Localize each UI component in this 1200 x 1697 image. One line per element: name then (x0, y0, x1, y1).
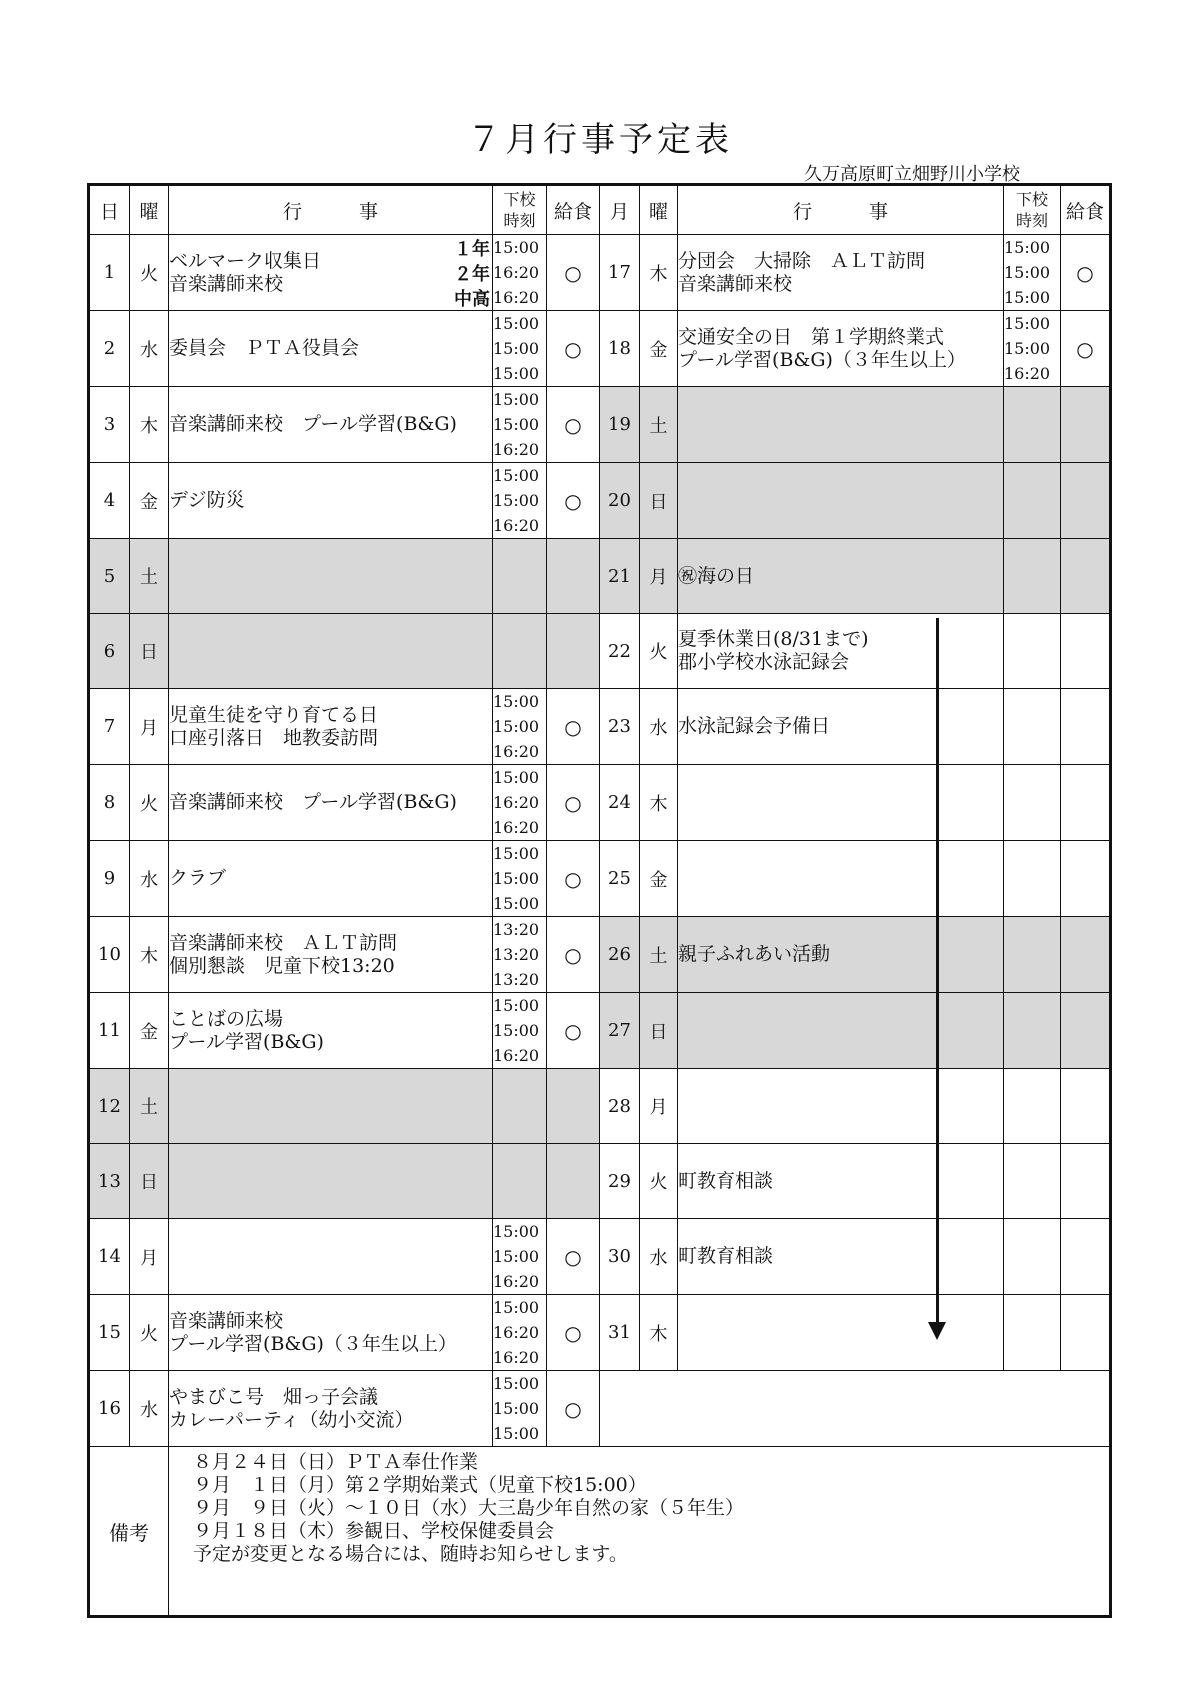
lunch-mark: ○ (547, 387, 600, 463)
dismissal-time: 15:00 (493, 1222, 540, 1241)
header-weekday-right: 曜 (640, 185, 678, 235)
day-number: 3 (89, 387, 130, 463)
lunch-mark: ○ (547, 1295, 600, 1371)
lunch-mark (1061, 765, 1111, 841)
dismissal-time: 15:00 (493, 692, 540, 711)
weekday: 月 (130, 1219, 169, 1295)
events-text: 音楽講師来校 プール学習(B&G) (169, 791, 457, 813)
events-cell (169, 993, 493, 1069)
events-text: ㊗海の日 (678, 564, 755, 587)
weekday: 火 (130, 765, 169, 841)
dismissal-times (1004, 1144, 1061, 1219)
weekday: 火 (640, 614, 678, 689)
dismissal-time: 16:20 (493, 440, 540, 459)
dismissal-times (493, 689, 547, 765)
lunch-mark: ○ (547, 463, 600, 539)
weekday: 土 (640, 917, 678, 993)
header-dismissal: 下校 時刻 (493, 185, 547, 235)
weekday: 木 (640, 1295, 678, 1371)
events-cell (169, 1069, 493, 1144)
lunch-mark: ○ (547, 689, 600, 765)
dismissal-time: 15:00 (493, 844, 540, 863)
events-text: 児童生徒を守り育てる日 口座引落日 地教委訪問 (169, 703, 379, 749)
dismissal-time: 16:20 (493, 1323, 540, 1342)
notes-label: 備考 (89, 1447, 169, 1617)
events-cell (169, 387, 493, 463)
dismissal-time: 16:20 (493, 742, 540, 761)
day-number: 4 (89, 463, 130, 539)
weekday: 火 (130, 1295, 169, 1371)
day-number: 25 (600, 841, 640, 917)
weekday: 日 (640, 463, 678, 539)
schedule-row (89, 841, 1111, 917)
lunch-mark (1061, 993, 1111, 1069)
dismissal-time: 15:00 (493, 339, 540, 358)
events-text: やまびこ号 畑っ子会議 カレーパーティ（幼小交流） (169, 1385, 414, 1431)
dismissal-times (493, 463, 547, 539)
events-cell (169, 689, 493, 765)
events-cell (169, 235, 493, 311)
lunch-mark (1061, 539, 1111, 614)
lunch-mark (1061, 1069, 1111, 1144)
grade-annotation (454, 237, 490, 312)
lunch-mark (1061, 614, 1111, 689)
dismissal-times (1004, 841, 1061, 917)
dismissal-time: 15:00 (493, 1021, 540, 1040)
events-cell (678, 917, 1004, 993)
header-lunch: 給食 (547, 185, 600, 235)
dismissal-times (493, 1371, 547, 1447)
weekday: 木 (640, 765, 678, 841)
dismissal-time: 16:20 (493, 516, 540, 535)
events-cell (169, 841, 493, 917)
grade-label: １年 (454, 239, 490, 260)
weekday: 水 (130, 311, 169, 387)
dismissal-times (493, 1219, 547, 1295)
note-line: ９月 ９日（火）～１０日（水）大三島少年自然の家（５年生） (193, 1497, 745, 1519)
dismissal-time: 16:20 (1004, 364, 1051, 383)
empty-cell (600, 1371, 1111, 1447)
day-number: 17 (600, 235, 640, 311)
grade-label: 中高 (454, 289, 490, 310)
events-text: 親子ふれあい活動 (678, 943, 831, 965)
dismissal-times (493, 1144, 547, 1219)
day-number: 6 (89, 614, 130, 689)
events-text: デジ防災 (169, 489, 245, 511)
lunch-mark (1061, 1144, 1111, 1219)
dismissal-times (1004, 917, 1061, 993)
weekday: 水 (640, 689, 678, 765)
schedule-row (89, 765, 1111, 841)
day-number: 23 (600, 689, 640, 765)
dismissal-time: 15:00 (493, 1247, 540, 1266)
dismissal-time: 13:20 (493, 920, 540, 939)
dismissal-time: 15:00 (1004, 288, 1051, 307)
weekday: 月 (130, 689, 169, 765)
day-number: 26 (600, 917, 640, 993)
lunch-mark: ○ (547, 1371, 600, 1447)
weekday: 月 (640, 539, 678, 614)
dismissal-time: 16:20 (493, 263, 540, 282)
schedule-row (89, 539, 1111, 614)
notes-row (89, 1447, 1111, 1617)
dismissal-times (1004, 311, 1061, 387)
day-number: 9 (89, 841, 130, 917)
weekday: 木 (130, 387, 169, 463)
lunch-mark: ○ (547, 841, 600, 917)
weekday: 土 (130, 539, 169, 614)
lunch-mark: ○ (547, 311, 600, 387)
events-text: ことばの広場 プール学習(B&G) (169, 1007, 324, 1053)
events-cell (169, 765, 493, 841)
weekday: 日 (130, 614, 169, 689)
day-number: 7 (89, 689, 130, 765)
weekday: 木 (640, 235, 678, 311)
lunch-mark (547, 614, 600, 689)
dismissal-times (1004, 235, 1061, 311)
events-cell (678, 387, 1004, 463)
weekday: 木 (130, 917, 169, 993)
header-dismissal-right: 下校 時刻 (1004, 185, 1061, 235)
day-number: 8 (89, 765, 130, 841)
lunch-mark (1061, 841, 1111, 917)
day-number: 20 (600, 463, 640, 539)
dismissal-time: 15:00 (493, 717, 540, 736)
dismissal-time: 15:00 (493, 768, 540, 787)
dismissal-times (1004, 1069, 1061, 1144)
events-cell (678, 765, 1004, 841)
weekday: 土 (640, 387, 678, 463)
dismissal-times (493, 1295, 547, 1371)
schedule-row (89, 614, 1111, 689)
events-text: 夏季休業日(8/31まで) 郡小学校水泳記録会 (678, 628, 869, 673)
weekday: 金 (130, 993, 169, 1069)
lunch-mark (1061, 1295, 1111, 1371)
dismissal-times (493, 917, 547, 993)
note-line: ９月 １日（月）第２学期始業式（児童下校15:00） (193, 1474, 647, 1496)
dismissal-time: 16:20 (493, 288, 540, 307)
dismissal-time: 16:20 (493, 793, 540, 812)
lunch-mark: ○ (547, 993, 600, 1069)
dismissal-time: 13:20 (493, 970, 540, 989)
weekday: 日 (130, 1144, 169, 1219)
day-number: 1 (89, 235, 130, 311)
lunch-mark: ○ (547, 1219, 600, 1295)
day-number: 28 (600, 1069, 640, 1144)
weekday: 月 (640, 1069, 678, 1144)
events-text: 水泳記録会予備日 (678, 715, 831, 737)
events-cell (678, 463, 1004, 539)
events-cell (169, 311, 493, 387)
day-number: 2 (89, 311, 130, 387)
day-number: 31 (600, 1295, 640, 1371)
day-number: 29 (600, 1144, 640, 1219)
weekday: 火 (640, 1144, 678, 1219)
dismissal-time: 15:00 (1004, 238, 1051, 257)
events-cell (169, 463, 493, 539)
dismissal-times (493, 539, 547, 614)
dismissal-times (493, 387, 547, 463)
arrow-down-icon (928, 1322, 946, 1340)
events-text: ベルマーク収集日 音楽講師来校 (169, 249, 322, 295)
events-cell (169, 1371, 493, 1447)
events-cell (678, 235, 1004, 311)
dismissal-time: 15:00 (493, 996, 540, 1015)
schedule-row (89, 1144, 1111, 1219)
events-cell (678, 539, 1004, 614)
dismissal-time: 16:20 (493, 1348, 540, 1367)
lunch-mark (547, 539, 600, 614)
day-number: 22 (600, 614, 640, 689)
events-cell (678, 689, 1004, 765)
schedule-row (89, 917, 1111, 993)
dismissal-times (493, 311, 547, 387)
dismissal-times (493, 765, 547, 841)
dismissal-time: 16:20 (493, 818, 540, 837)
header-row (89, 185, 1111, 235)
lunch-mark: ○ (1061, 235, 1111, 311)
grade-label: ２年 (454, 264, 490, 285)
schedule-row (89, 993, 1111, 1069)
dismissal-times (493, 1069, 547, 1144)
dismissal-times (493, 993, 547, 1069)
page-title: ７月行事予定表 (467, 120, 733, 160)
weekday: 金 (640, 311, 678, 387)
dismissal-times (1004, 539, 1061, 614)
day-number: 27 (600, 993, 640, 1069)
dismissal-times (1004, 614, 1061, 689)
lunch-mark: ○ (1061, 311, 1111, 387)
dismissal-time: 15:00 (493, 415, 540, 434)
dismissal-times (493, 841, 547, 917)
day-number: 14 (89, 1219, 130, 1295)
events-text: 交通安全の日 第１学期終業式 プール学習(B&G)（３年生以上） (678, 325, 966, 371)
events-cell (678, 1069, 1004, 1144)
lunch-mark (547, 1144, 600, 1219)
weekday: 火 (130, 235, 169, 311)
header-weekday: 曜 (130, 185, 169, 235)
header-day: 日 (89, 185, 130, 235)
dismissal-times (493, 235, 547, 311)
dismissal-times (1004, 689, 1061, 765)
day-number: 16 (89, 1371, 130, 1447)
summer-break-arrow (936, 618, 939, 1326)
events-cell (678, 311, 1004, 387)
events-text: クラブ (169, 867, 227, 889)
events-cell (169, 1295, 493, 1371)
events-text: 音楽講師来校 プール学習(B&G) (169, 413, 457, 435)
schedule-row (89, 1371, 1111, 1447)
weekday: 金 (130, 463, 169, 539)
events-cell (678, 614, 1004, 689)
events-cell (678, 1144, 1004, 1219)
day-number: 21 (600, 539, 640, 614)
weekday: 金 (640, 841, 678, 917)
schedule-row (89, 1069, 1111, 1144)
dismissal-times (1004, 387, 1061, 463)
schedule-row (89, 311, 1111, 387)
schedule-row (89, 235, 1111, 311)
schedule-row (89, 689, 1111, 765)
dismissal-time: 15:00 (1004, 314, 1051, 333)
note-line: ９月１８日（木）参観日、学校保健委員会 (193, 1520, 555, 1542)
lunch-mark (1061, 689, 1111, 765)
lunch-mark (547, 1069, 600, 1144)
note-line: ８月２４日（日）ＰＴＡ奉仕作業 (193, 1451, 479, 1473)
events-cell (169, 1219, 493, 1295)
schedule-row (89, 463, 1111, 539)
weekday: 水 (640, 1219, 678, 1295)
dismissal-time: 15:00 (1004, 263, 1051, 282)
dismissal-times (1004, 1295, 1061, 1371)
school-name: 久万高原町立畑野川小学校 (804, 164, 1020, 185)
lunch-mark (1061, 917, 1111, 993)
events-text: 町教育相談 (678, 1245, 774, 1267)
header-lunch-right: 給食 (1061, 185, 1111, 235)
dismissal-time: 15:00 (493, 466, 540, 485)
events-text: 委員会 ＰＴＡ役員会 (169, 337, 360, 359)
day-number: 12 (89, 1069, 130, 1144)
day-number: 18 (600, 311, 640, 387)
weekday: 土 (130, 1069, 169, 1144)
events-cell (169, 614, 493, 689)
day-number: 24 (600, 765, 640, 841)
dismissal-time: 15:00 (493, 894, 540, 913)
header-month-day: 月 (600, 185, 640, 235)
lunch-mark (1061, 387, 1111, 463)
events-text: 音楽講師来校 プール学習(B&G)（３年生以上） (169, 1309, 457, 1355)
dismissal-times (1004, 993, 1061, 1069)
dismissal-times (493, 614, 547, 689)
notes-body (169, 1447, 1111, 1617)
lunch-mark (1061, 463, 1111, 539)
dismissal-time: 15:00 (493, 1399, 540, 1418)
dismissal-times (1004, 463, 1061, 539)
day-number: 13 (89, 1144, 130, 1219)
weekday: 水 (130, 1371, 169, 1447)
dismissal-times (1004, 765, 1061, 841)
schedule-row (89, 1295, 1111, 1371)
events-cell (678, 993, 1004, 1069)
events-text: 音楽講師来校 ＡＬＴ訪問 個別懇談 児童下校13:20 (169, 931, 398, 977)
schedule-table (87, 183, 1112, 1618)
events-text: 分団会 大掃除 ＡＬＴ訪問 音楽講師来校 (678, 249, 926, 295)
dismissal-time: 15:00 (493, 314, 540, 333)
events-text: 町教育相談 (678, 1169, 774, 1192)
lunch-mark (1061, 1219, 1111, 1295)
dismissal-time: 16:20 (493, 1046, 540, 1065)
header-events-right: 行 事 (678, 185, 1004, 235)
day-number: 11 (89, 993, 130, 1069)
dismissal-time: 15:00 (1004, 339, 1051, 358)
day-number: 19 (600, 387, 640, 463)
day-number: 15 (89, 1295, 130, 1371)
events-cell (169, 1144, 493, 1219)
schedule-row (89, 1219, 1111, 1295)
day-number: 30 (600, 1219, 640, 1295)
header-events: 行 事 (169, 185, 493, 235)
weekday: 日 (640, 993, 678, 1069)
dismissal-time: 15:00 (493, 1298, 540, 1317)
schedule-row (89, 387, 1111, 463)
dismissal-time: 15:00 (493, 869, 540, 888)
dismissal-time: 16:20 (493, 1272, 540, 1291)
dismissal-time: 15:00 (493, 1424, 540, 1443)
events-cell (169, 917, 493, 993)
dismissal-times (1004, 1219, 1061, 1295)
lunch-mark: ○ (547, 917, 600, 993)
day-number: 5 (89, 539, 130, 614)
events-cell (678, 1219, 1004, 1295)
lunch-mark: ○ (547, 765, 600, 841)
lunch-mark: ○ (547, 235, 600, 311)
dismissal-time: 15:00 (493, 238, 540, 257)
events-cell (169, 539, 493, 614)
dismissal-time: 15:00 (493, 364, 540, 383)
events-cell (678, 841, 1004, 917)
dismissal-time: 13:20 (493, 945, 540, 964)
dismissal-time: 15:00 (493, 390, 540, 409)
dismissal-time: 15:00 (493, 1374, 540, 1393)
events-cell (678, 1295, 1004, 1371)
note-line: 予定が変更となる場合には、随時お知らせします。 (193, 1543, 628, 1565)
dismissal-time: 15:00 (493, 491, 540, 510)
weekday: 水 (130, 841, 169, 917)
day-number: 10 (89, 917, 130, 993)
